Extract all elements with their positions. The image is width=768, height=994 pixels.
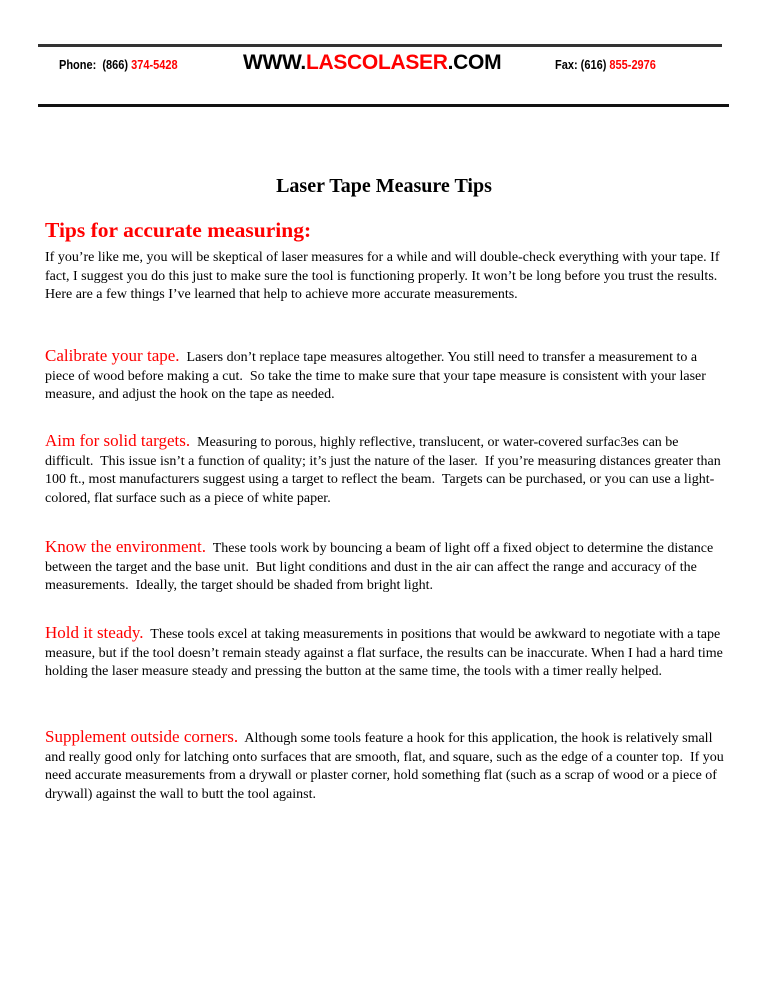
section-heading: Tips for accurate measuring:: [45, 218, 312, 242]
tip-paragraph: [45, 728, 730, 804]
header-top-rule: [38, 44, 722, 47]
tip-paragraph: [45, 347, 730, 405]
page-title: Laser Tape Measure Tips: [276, 175, 492, 197]
web-prefix: WWW.: [243, 51, 306, 74]
phone-label: Phone: (866): [59, 58, 132, 72]
header-fax: [555, 58, 656, 72]
web-suffix: .COM: [447, 51, 502, 74]
tip-paragraph: [45, 624, 730, 682]
tip-lead: Supplement outside corners.: [45, 727, 239, 746]
tip-paragraph: [45, 538, 730, 596]
header-phone: [59, 58, 178, 72]
tip-body: These tools work by bouncing a beam of light off a fixed object to determine the distance between the target and the base unit. But light conditions and dust in the air can affect the range and accuracy of the measurements. Ideally, the target should be shaded from bright light.: [45, 541, 717, 593]
phone-number: 374-5428: [131, 58, 178, 72]
tip-body: Measuring to porous, highly reflective, translucent, or water-covered surfac3es can be difficult. This issue isn’t a function of quality; it’s just the nature of the laser. If you’re measuring distances greater than 100 ft., most manufacturers suggest using a target to reflect the beam. Targets can be purchased, or you can use a light-colored, flat surface such as a piece of white paper.: [45, 435, 725, 506]
tip-body: Lasers don’t replace tape measures altogether. You still need to transfer a measurement to a piece of wood before making a cut. So take the time to make sure that your tape measure is consistent with your laser measure, and adjust the hook on the tape as needed.: [45, 350, 710, 402]
header-website: [243, 51, 501, 75]
tip-lead: Calibrate your tape.: [45, 346, 180, 365]
tip-lead: Know the environment.: [45, 537, 206, 556]
tip-body: Although some tools feature a hook for this application, the hook is relatively small and really good only for latching onto surfaces that are smooth, flat, and square, such as the edge of a counter top. If you need accurate measurements from a drywall or plaster corner, hold something flat (such as a scrap of wood or a piece of drywall) against the wall to butt the tool against.: [45, 731, 728, 802]
header-bottom-rule: [38, 104, 729, 107]
tip-lead: Hold it steady.: [45, 623, 144, 642]
web-brand: LASCOLASER: [305, 51, 448, 74]
tip-lead: Aim for solid targets.: [45, 431, 191, 450]
fax-label: Fax: (616): [555, 58, 610, 72]
fax-number: 855-2976: [609, 58, 656, 72]
tip-body: These tools excel at taking measurements in positions that would be awkward to negotiate with a tape measure, but if the tool doesn’t remain steady against a flat surface, the results can be inaccurate. When I had a hard time holding the laser measure steady and pressing the button at the same time, the tools with a timer really helped.: [45, 627, 727, 679]
tip-paragraph: [45, 432, 730, 508]
intro-paragraph: If you’re like me, you will be skeptical of laser measures for a while and will double-check everything with your tape. If fact, I suggest you do this just to make sure the tool is functioning properly. It won’t be long before you trust the results. Here are a few things I’ve learned that help to achieve more accurate measurements.: [45, 250, 720, 302]
